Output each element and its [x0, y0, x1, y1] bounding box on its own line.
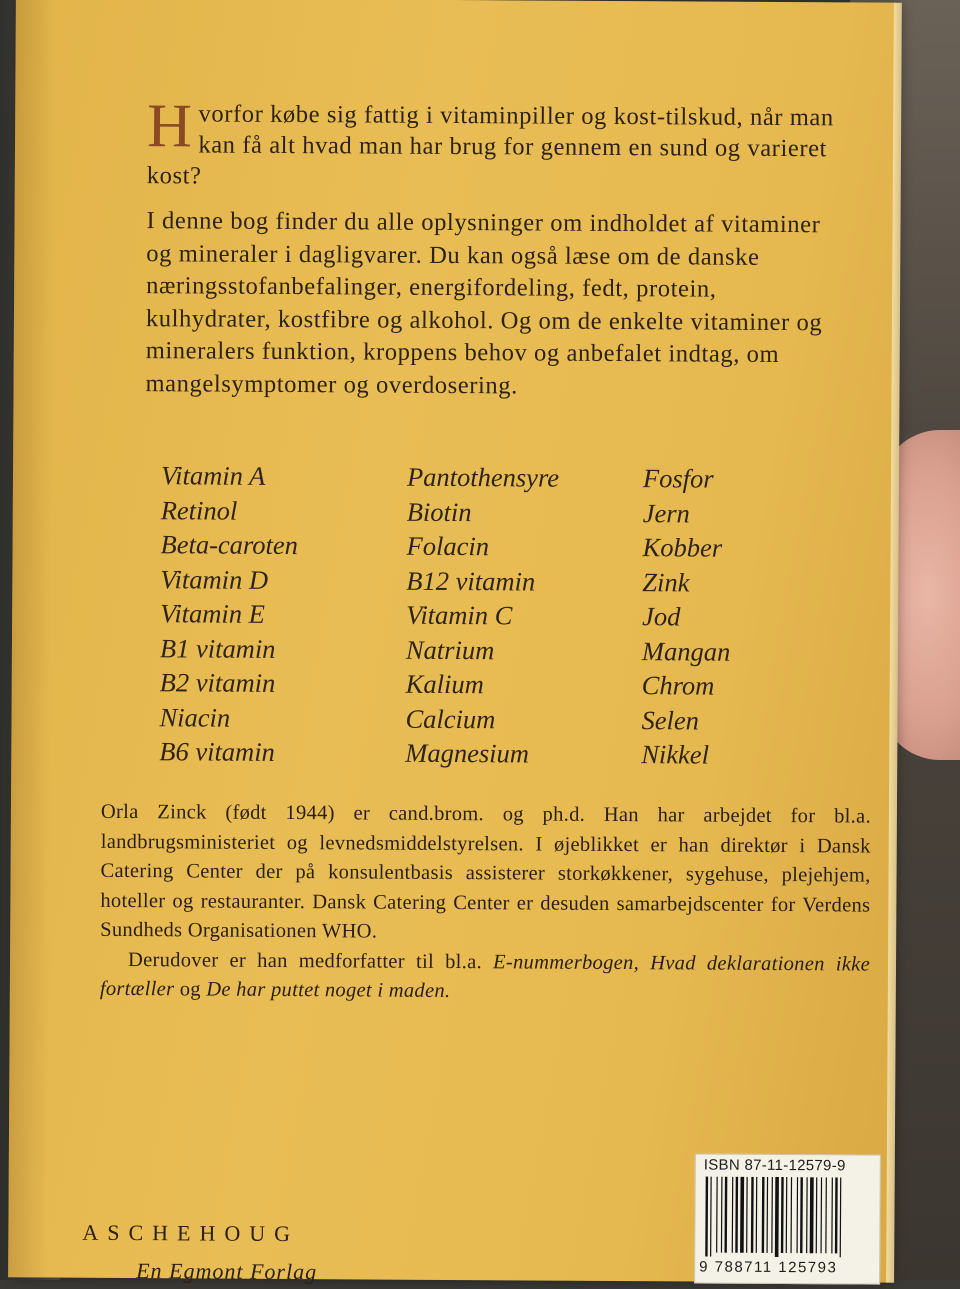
coauthor-prefix: Derudover er han medforfatter til bl.a.: [127, 948, 494, 973]
barcode-bar: [790, 1177, 792, 1253]
nutrient-item: Retinol: [160, 494, 238, 526]
barcode-bar: [732, 1177, 734, 1253]
barcode-bar: [766, 1177, 768, 1253]
nutrient-item: B6 vitamin: [159, 736, 275, 767]
barcode-bar: [840, 1177, 842, 1257]
nutrient-item: B12 vitamin: [406, 565, 536, 597]
barcode-bar: [810, 1177, 814, 1253]
nutrient-item: Biotin: [406, 496, 472, 527]
nutrient-item: Jod: [642, 601, 681, 632]
barcode-bar: [835, 1177, 838, 1253]
cover-text: [145, 92, 837, 404]
nutrient-item: B1 vitamin: [159, 632, 276, 664]
barcode-bar: [724, 1177, 727, 1253]
nutrient-item: Beta-caroten: [160, 529, 299, 561]
barcode-bar: [740, 1177, 744, 1253]
description-paragraph: I denne bog finder du alle oplysninger om indholdet af vitaminer og mineraler i dagligvarer. Du kan også læse om de danske næringsstofanbefalinger, energifordeling, fedt, protein, kulhydrater, kostfibre og alkohol. Og om de enkelte vitaminer og mineralers funktion, kroppens behov og anbefalet indtag, om mangelsymptomer og overdosering.: [145, 207, 823, 399]
nutrient-item: Zink: [642, 566, 690, 597]
barcode-bar: [710, 1177, 712, 1257]
book-back-cover: [8, 0, 896, 1283]
intro-text: vorfor købe sig fattig i vitaminpiller og kost-tilskud, når man kan få alt hvad man har brug for gennem en sund og varieret kost?: [146, 100, 834, 190]
nutrient-item: Kobber: [642, 532, 723, 563]
nutrient-item: Vitamin D: [160, 563, 269, 595]
isbn-barcode-label: [694, 1153, 881, 1284]
isbn-number: ISBN 87-11-12579-9: [703, 1156, 846, 1175]
barcode-bar: [735, 1177, 738, 1253]
barcode-bar: [716, 1177, 718, 1253]
barcode-bar: [786, 1177, 788, 1253]
nutrient-item: Chrom: [641, 670, 715, 701]
drop-cap: H: [146, 92, 193, 161]
author-coauthor-line: [100, 945, 870, 1009]
barcode-bar: [796, 1177, 798, 1253]
barcode-bar: [781, 1177, 784, 1253]
nutrient-item: Vitamin A: [160, 460, 266, 491]
nutrient-column-1: [159, 458, 298, 769]
nutrient-item: Folacin: [406, 530, 490, 562]
barcode-bar: [705, 1177, 708, 1257]
nutrient-item: Vitamin E: [160, 598, 266, 629]
nutrient-item: Mangan: [641, 635, 731, 667]
intro-paragraph: [146, 92, 838, 195]
nutrient-item: Natrium: [405, 634, 495, 665]
book-title-2: De har puttet noget i maden.: [206, 978, 451, 1002]
author-bio: Orla Zinck (født 1944) er cand.brom. og ph.d. Han har arbejdet for bl.a. landbrugsministeriet og levnedsmiddelstyrelsen. I øjeblikket er han direktør i Dansk Catering Center der på konsulentbasis assisterer storkøkkener, sygehuse, plejehjem, hoteller og restauranter. Dansk Catering Center er desuden samarbejdscenter for Verdens Sundheds Organisationen WHO.: [100, 800, 871, 943]
nutrient-column-3: [641, 461, 731, 772]
nutrient-column-2: [405, 460, 559, 771]
nutrient-item: Pantothensyre: [406, 461, 560, 493]
nutrient-item: Nikkel: [641, 739, 710, 770]
book-title-1: E-nummerbogen, Hvad deklarationen ikke fortæller: [99, 950, 871, 1001]
barcode-bar: [831, 1177, 833, 1253]
barcode-bar: [746, 1177, 748, 1253]
barcode-bar: [756, 1177, 758, 1253]
barcode-icon: [703, 1177, 871, 1258]
publisher-name: ASCHEHOUG: [82, 1219, 300, 1247]
nutrient-item: Calcium: [405, 703, 496, 734]
barcode-bar: [806, 1177, 808, 1253]
barcode-bar: [762, 1177, 765, 1253]
nutrient-item: Selen: [641, 704, 699, 736]
cover-shadow: [8, 0, 56, 1278]
barcode-number: 9 788711 125793: [699, 1258, 838, 1277]
barcode-bar: [825, 1177, 827, 1253]
barcode-bar: [771, 1177, 773, 1253]
nutrient-item: Vitamin C: [406, 599, 513, 631]
barcode-bar: [800, 1177, 803, 1253]
barcode-bar: [820, 1177, 822, 1253]
nutrient-item: Niacin: [159, 701, 231, 733]
barcode-bar: [721, 1177, 723, 1253]
nutrient-list: [159, 458, 801, 782]
publisher-imprint: En Egmont Forlag: [136, 1258, 318, 1285]
nutrient-item: B2 vitamin: [159, 667, 276, 698]
coauthor-joiner: og: [174, 978, 207, 1001]
barcode-bar: [775, 1177, 779, 1257]
barcode-bar: [751, 1177, 754, 1253]
nutrient-item: Magnesium: [405, 737, 530, 769]
barcode-bar: [816, 1177, 818, 1253]
nutrient-item: Fosfor: [642, 463, 714, 494]
nutrient-item: Jern: [642, 497, 690, 528]
nutrient-item: Kalium: [405, 668, 484, 700]
author-section: [100, 798, 871, 1009]
